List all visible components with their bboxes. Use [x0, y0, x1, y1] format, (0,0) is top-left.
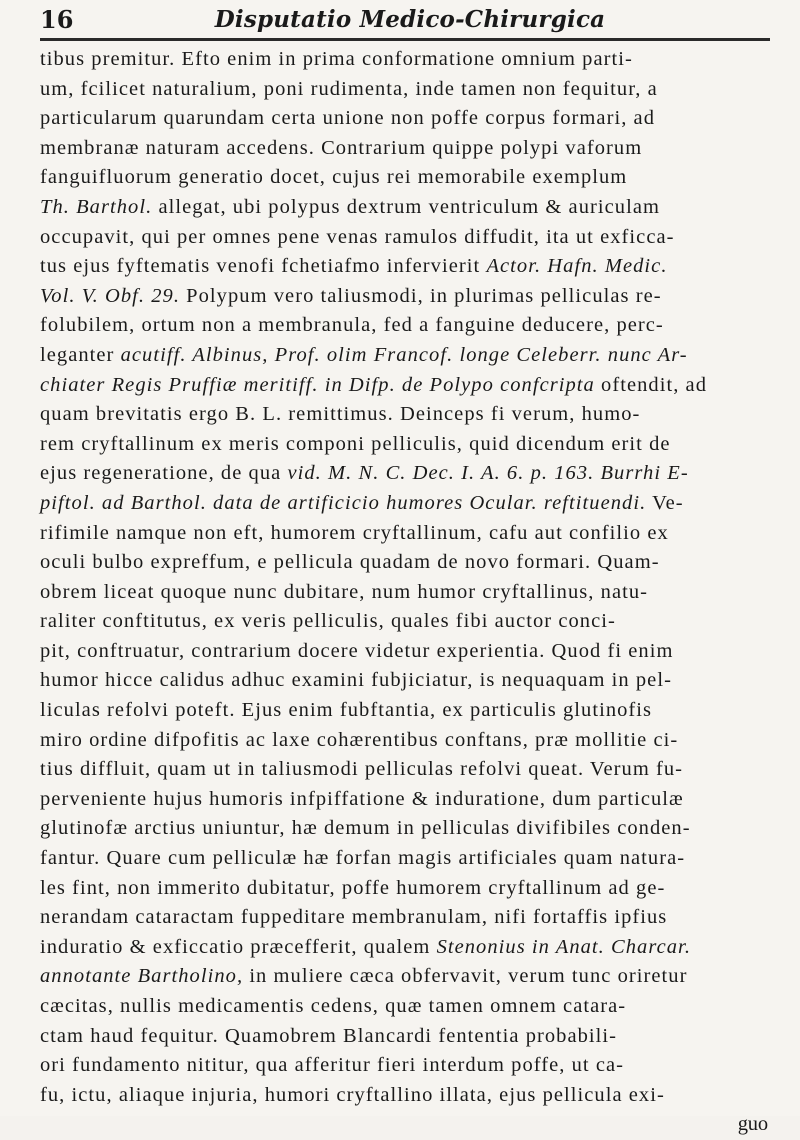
- running-title: Disputatio Medico-Chirurgica: [214, 6, 606, 33]
- text: induratio & exficcatio præcefferit, qualem: [40, 935, 437, 958]
- text: ori fundamento nititur, qua afferitur fieri interdum poffe, ut ca-: [40, 1054, 625, 1077]
- italic-text: piftol. ad Barthol. data de artificicio humores Ocular. reftituendi.: [40, 491, 647, 514]
- text: membranæ naturam accedens. Contrarium quippe polypi vaforum: [40, 136, 643, 159]
- text-line: [40, 223, 776, 253]
- text: occupavit, qui per omnes pene venas ramulos diffudit, ita ut exficca-: [40, 225, 675, 248]
- text: obrem liceat quoque nunc dubitare, num humor cryftallinus, natu-: [40, 580, 649, 603]
- text-line: [40, 933, 776, 963]
- text-line: [40, 489, 776, 519]
- text: um, fcilicet naturalium, poni rudimenta, inde tamen non fequitur, a: [40, 77, 658, 100]
- italic-text: Stenonius in Anat. Charcar.: [436, 935, 691, 958]
- text-line: [40, 607, 776, 637]
- text-line: [40, 400, 776, 430]
- text-line: [40, 962, 776, 992]
- text-line: [40, 1051, 776, 1081]
- text-line: [40, 874, 776, 904]
- text-line: [40, 666, 776, 696]
- text-line: [40, 45, 776, 75]
- text: raliter conftitutus, ex veris pelliculis, quales fibi auctor conci-: [40, 610, 616, 633]
- text-line: [40, 992, 776, 1022]
- text: rem cryftallinum ex meris componi pelliculis, quid dicendum erit de: [40, 432, 671, 455]
- text-line: [40, 637, 776, 667]
- text-line: [40, 903, 776, 933]
- text: tus ejus fyftematis venofi fchetiafmo infervierit: [40, 255, 487, 278]
- text: oftendit, ad: [594, 373, 707, 396]
- text: particularum quarundam certa unione non poffe corpus formari, ad: [40, 107, 655, 130]
- text-line: [40, 785, 776, 815]
- text-line: [40, 1081, 776, 1111]
- text: nerandam cataractam fuppeditare membranulam, nifi fortaffis ipfius: [40, 906, 668, 929]
- text-line: [40, 844, 776, 874]
- text: ctam haud fequitur. Quamobrem Blancardi fententia probabili-: [40, 1024, 618, 1047]
- italic-text: annotante Bartholino,: [40, 965, 244, 988]
- text-line: [40, 282, 776, 312]
- text: les fint, non immerito dubitatur, poffe humorem cryftallinum ad ge-: [40, 876, 666, 899]
- text: ejus regeneratione, de qua: [40, 462, 288, 485]
- text: humor hicce calidus adhuc examini fubjiciatur, is nequaquam in pel-: [40, 669, 672, 692]
- text-line: [40, 252, 776, 282]
- text: rifimile namque non eft, humorem cryftallinum, cafu aut confilio ex: [40, 521, 669, 544]
- text-line: [40, 519, 776, 549]
- text-line: [40, 341, 776, 371]
- text-line: [40, 814, 776, 844]
- text: Ve-: [646, 491, 684, 514]
- header-rule: [40, 38, 770, 41]
- page-header: [40, 4, 780, 36]
- text: liculas refolvi poteft. Ejus enim fubftantia, ex particulis glutinofis: [40, 699, 653, 722]
- text-line: [40, 755, 776, 785]
- text: quam brevitatis ergo B. L. remittimus. Deinceps fi verum, humo-: [40, 403, 641, 426]
- italic-text: Th. Barthol.: [40, 195, 153, 218]
- body-text: [40, 45, 776, 1140]
- text: perveniente hujus humoris infpiffatione & induratione, dum particulæ: [40, 787, 684, 810]
- text: fantur. Quare cum pelliculæ hæ forfan magis artificiales quam natura-: [40, 847, 686, 870]
- text: pit, conftruatur, contrarium docere videtur experientia. Quod fi enim: [40, 639, 674, 662]
- italic-text: Vol. V. Obf. 29.: [40, 284, 180, 307]
- text-line: [40, 371, 776, 401]
- text: glutinofæ arctius uniuntur, hæ demum in pelliculas divifibiles conden-: [40, 817, 691, 840]
- text: miro ordine difpofitis ac laxe cohærentibus conftans, præ mollitie ci-: [40, 728, 679, 751]
- text: oculi bulbo expreffum, e pellicula quadam de novo formari. Quam-: [40, 551, 660, 574]
- text-line: [40, 193, 776, 223]
- text: Polypum vero taliusmodi, in plurimas pelliculas re-: [180, 284, 662, 307]
- text-line: [40, 578, 776, 608]
- text-line: [40, 726, 776, 756]
- text: fu, ictu, aliaque injuria, humori cryftallino illata, ejus pellicula exi-: [40, 1083, 665, 1106]
- text-line: [40, 1022, 776, 1052]
- text: fanguifluorum generatio docet, cujus rei memorabile exemplum: [40, 166, 628, 189]
- text-line: [40, 311, 776, 341]
- text: tibus premitur. Efto enim in prima conformatione omnium parti-: [40, 48, 633, 70]
- text-line: [40, 104, 776, 134]
- text: in muliere cæca obfervavit, verum tunc oriretur: [243, 965, 688, 988]
- text-line: [40, 696, 776, 726]
- italic-text: vid. M. N. C. Dec. I. A. 6. p. 163. Burrhi E-: [287, 462, 689, 485]
- text: cæcitas, nullis medicamentis cedens, quæ tamen omnem catara-: [40, 995, 627, 1017]
- text: folubilem, ortum non a membranula, fed a fanguine deducere, perc-: [40, 314, 664, 337]
- text-line: [40, 430, 776, 460]
- page-number: 16: [40, 5, 74, 34]
- catchword: guo: [737, 1113, 768, 1136]
- italic-text: Actor. Hafn. Medic.: [486, 255, 668, 278]
- text: tius diffluit, quam ut in taliusmodi pelliculas refolvi queat. Verum fu-: [40, 758, 684, 781]
- italic-text: chiater Regis Pruffiæ meritiff. in Difp. de Polypo confcripta: [40, 373, 595, 396]
- italic-text: acutiff. Albinus, Prof. olim Francof. longe Celeberr. nunc Ar-: [120, 343, 688, 366]
- text: leganter: [40, 343, 121, 366]
- text: allegat, ubi polypus dextrum ventriculum & auriculam: [152, 195, 660, 218]
- text-line: [40, 75, 776, 105]
- text-line: [40, 459, 776, 489]
- text-line: [40, 548, 776, 578]
- text-line: [40, 163, 776, 193]
- text-line: [40, 134, 776, 164]
